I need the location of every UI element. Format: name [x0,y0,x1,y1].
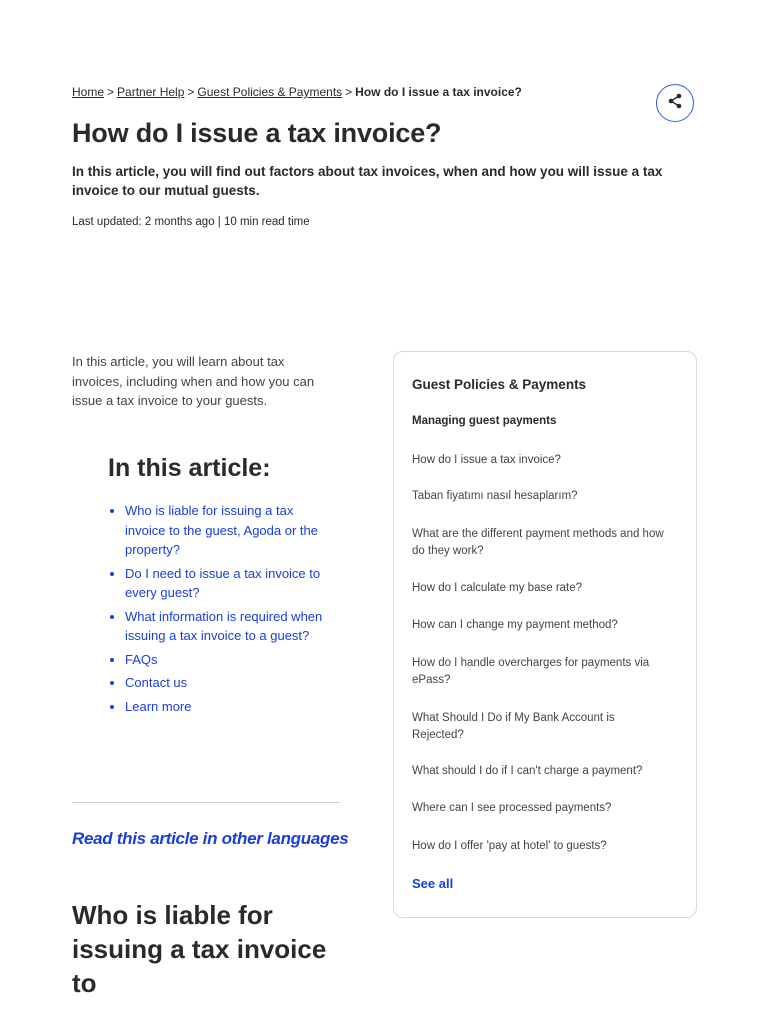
sidebar-link[interactable]: How do I offer 'pay at hotel' to guests? [412,840,607,852]
related-articles-card [393,351,697,918]
see-all-link[interactable]: See all [412,876,454,891]
article-meta: Last updated: 2 months ago | 10 min read time [72,216,310,228]
toc-list [107,501,325,720]
sidebar-link[interactable]: Taban fiyatımı nasıl hesaplarım? [412,490,578,502]
toc-link-learn-more[interactable]: Learn more [125,698,192,714]
sidebar-link[interactable]: What are the different payment methods and how do they work? [412,528,664,557]
toc-item [125,607,325,646]
sidebar-link[interactable]: Where can I see processed payments? [412,802,612,814]
sidebar-link[interactable]: How do I calculate my base rate? [412,582,583,594]
toc-link-liable[interactable]: Who is liable for issuing a tax invoice to the guest, Agoda or the property? [125,503,318,557]
breadcrumb-category-link[interactable]: Guest Policies & Payments [197,85,343,99]
sidebar-link[interactable]: How do I issue a tax invoice? [412,454,561,466]
toc-item [125,650,325,670]
article-subtitle: In this article, you will find out factors about tax invoices, when and how you will issue a tax invoice to our mutual guests. [72,164,663,198]
sidebar-link[interactable]: How can I change my payment method? [412,619,618,631]
section-heading: Who is liable for issuing a tax invoice to [72,900,327,998]
toc-item [125,501,325,560]
share-button[interactable] [656,84,694,122]
toc-link-contact[interactable]: Contact us [125,675,188,690]
breadcrumb [72,85,522,99]
sidebar-link[interactable]: What Should I Do if My Bank Account is Rejected? [412,712,615,741]
article-intro: In this article, you will learn about tax invoices, including when and how you can issue a tax invoice to your guests. [72,354,315,408]
toc-title: In this article: [108,454,271,482]
breadcrumb-partner-help-link[interactable]: Partner Help [117,85,185,99]
breadcrumb-current: How do I issue a tax invoice? [355,85,522,99]
card-subtitle: Managing guest payments [412,415,557,427]
breadcrumb-home-link[interactable]: Home [72,85,105,99]
share-icon [666,92,684,115]
sidebar-link[interactable]: How do I handle overcharges for payments via ePass? [412,657,650,686]
toc-item [125,673,325,693]
page-title: How do I issue a tax invoice? [72,118,442,148]
sidebar-link[interactable]: What should I do if I can't charge a payment? [412,765,643,777]
toc-link-information[interactable]: What information is required when issuing a tax invoice to a guest? [125,608,323,643]
toc-item [125,564,325,603]
other-languages-link[interactable]: Read this article in other languages [72,829,349,848]
card-title: Guest Policies & Payments [412,377,587,392]
breadcrumb-separator: > [345,85,353,99]
toc-item [125,697,325,717]
breadcrumb-separator: > [107,85,115,99]
breadcrumb-separator: > [187,85,195,99]
toc-link-faqs[interactable]: FAQs [125,651,158,667]
toc-link-every-guest[interactable]: Do I need to issue a tax invoice to every guest? [125,565,321,600]
divider [72,802,340,803]
